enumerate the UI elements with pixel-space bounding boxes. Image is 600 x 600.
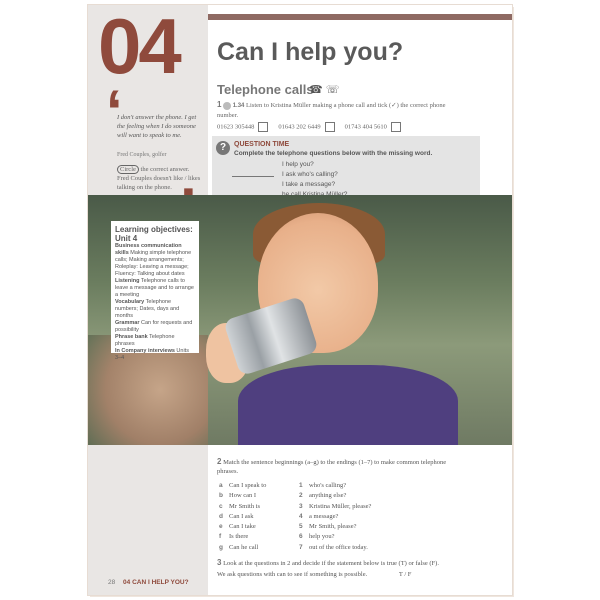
- beginning-text: Can he call: [229, 543, 259, 551]
- objective-item: [115, 243, 195, 278]
- phone-number: 01623 305448: [217, 123, 255, 131]
- quote-text: I don't answer the phone. I get the feeling when I do someone will want to speak to me.: [117, 114, 197, 139]
- ending-number: 5: [299, 523, 303, 531]
- objective-item: [115, 299, 195, 320]
- ending-text: out of the office today.: [309, 543, 368, 551]
- phone-option: [217, 122, 268, 132]
- ending-text: help you?: [309, 533, 335, 541]
- exercise-text: Match the sentence beginnings (a–g) to the endings (1–7) to make common telephone phrases.: [217, 459, 447, 475]
- quote-open-icon: ‘: [106, 78, 123, 145]
- objective-text: Units 3–4: [115, 348, 189, 361]
- ending-text: Kristina Müller, please?: [309, 502, 372, 510]
- beginning-letter: f: [219, 533, 222, 541]
- ending-number: 7: [299, 543, 303, 551]
- ending-number: 4: [299, 512, 303, 520]
- objective-item: [115, 348, 195, 362]
- exercise-text: Look at the questions in 2 and decide if the statement below is true (T) or false (F).: [223, 560, 439, 567]
- answer-blank[interactable]: [232, 176, 274, 177]
- match-row: [219, 491, 371, 501]
- matching-table: [219, 481, 371, 553]
- question-line: I take a message?: [282, 181, 336, 188]
- objective-item: [115, 334, 195, 348]
- tin-can-phone: [223, 296, 319, 377]
- exercise-2: [217, 457, 467, 476]
- quote-author: Fred Couples, golfer: [117, 152, 167, 158]
- objective-item: [115, 320, 195, 334]
- exercise-3: [217, 557, 487, 580]
- telephone-icon: ☎ ☏: [309, 84, 340, 96]
- question-icon: ?: [216, 141, 230, 155]
- ending-text: who's calling?: [309, 482, 347, 489]
- beginning-letter: e: [219, 523, 223, 531]
- lower-sidebar: [88, 445, 208, 595]
- objective-label: Vocabulary: [115, 299, 145, 305]
- objective-label: In Company interviews: [115, 348, 175, 354]
- ending-number: 6: [299, 533, 303, 541]
- page-number: 28: [108, 579, 116, 586]
- tick-box[interactable]: [391, 122, 401, 132]
- ending-number: 1: [299, 482, 303, 489]
- beginning-letter: b: [219, 492, 223, 500]
- objective-text: Telephone calls to leave a message and to arrange a meeting: [115, 278, 194, 298]
- match-row: [219, 532, 371, 542]
- objective-text: Telephone phrases: [115, 334, 175, 347]
- match-row: [219, 502, 371, 512]
- question-lines: [282, 160, 347, 200]
- textbook-page: [88, 5, 512, 595]
- tick-box[interactable]: [258, 122, 268, 132]
- question-line: I help you?: [282, 161, 314, 168]
- exercise-number: 1: [217, 100, 222, 109]
- exercise-number: 3: [217, 558, 222, 567]
- ending-number: 2: [299, 492, 303, 500]
- phone-number: 01643 202 6449: [278, 123, 321, 131]
- beginning-text: Can I ask: [229, 512, 254, 520]
- tick-box[interactable]: [325, 122, 335, 132]
- objective-text: Telephone numbers; Dates, days and months: [115, 299, 180, 319]
- ending-text: a message?: [309, 512, 339, 520]
- exercise-number: 2: [217, 457, 222, 466]
- objective-item: [115, 278, 195, 299]
- phone-option: [345, 122, 401, 132]
- beginning-text: How can I: [229, 492, 257, 500]
- objective-text: Making simple telephone calls; Making arrangements; Roleplay: Leaving a message; Fluency: Talking about dates: [115, 250, 192, 277]
- page-title: Can I help you?: [217, 38, 404, 66]
- exercise-text: Listen to Kristina Müller making a phone call and tick (✓) the correct phone number.: [217, 102, 446, 119]
- exercise-1: [217, 100, 467, 120]
- beginning-letter: a: [219, 482, 223, 489]
- match-row: [219, 512, 371, 522]
- footer-unit-label: 04 CAN I HELP YOU?: [123, 579, 189, 586]
- audio-track: 1.34: [232, 103, 245, 109]
- question-time-title: QUESTION TIME: [234, 141, 290, 148]
- objective-label: Grammar: [115, 320, 140, 326]
- ending-text: anything else?: [309, 492, 347, 500]
- circle-sentence: Fred Couples doesn't like / likes talking on the phone.: [117, 175, 201, 191]
- match-row: [219, 543, 371, 553]
- beginning-text: Can I take: [229, 523, 256, 531]
- ending-number: 3: [299, 502, 303, 510]
- objective-label: Business communication skills: [115, 243, 182, 256]
- learning-objectives-box: [111, 221, 199, 361]
- question-time-instruction: Complete the telephone questions below with the missing word.: [234, 150, 433, 157]
- phone-options: [217, 122, 401, 132]
- objective-label: Listening: [115, 278, 140, 284]
- match-row: [219, 522, 371, 532]
- unit-number: 04: [98, 5, 179, 90]
- true-false-choice[interactable]: T / F: [398, 571, 412, 578]
- beginning-text: Is there: [229, 533, 249, 541]
- statement: We ask questions with can to see if something is possible.: [217, 571, 368, 578]
- objective-label: Phrase bank: [115, 334, 148, 340]
- boy-shirt: [238, 365, 458, 445]
- objective-text: Can for requests and possibility: [115, 320, 193, 333]
- beginning-letter: c: [219, 502, 223, 510]
- beginning-letter: g: [219, 543, 223, 551]
- match-row: [219, 481, 371, 491]
- page-footer: [108, 579, 189, 586]
- ending-text: Mr Smith, please?: [309, 523, 357, 531]
- beginning-letter: d: [219, 512, 223, 520]
- phone-number: 01743 404 5610: [344, 123, 387, 131]
- question-line: I ask who's calling?: [282, 171, 338, 178]
- top-bar: [208, 14, 512, 20]
- section-title: Telephone calls: [217, 82, 314, 97]
- beginning-text: Mr Smith is: [229, 502, 261, 510]
- circle-instruction: the correct answer.: [138, 166, 190, 173]
- beginning-text: Can I speak to: [229, 482, 267, 489]
- phone-option: [278, 122, 334, 132]
- circle-word: Circle: [117, 165, 139, 174]
- audio-cd-icon: [223, 102, 231, 110]
- learning-objectives-title: Learning objectives: Unit 4: [115, 225, 193, 243]
